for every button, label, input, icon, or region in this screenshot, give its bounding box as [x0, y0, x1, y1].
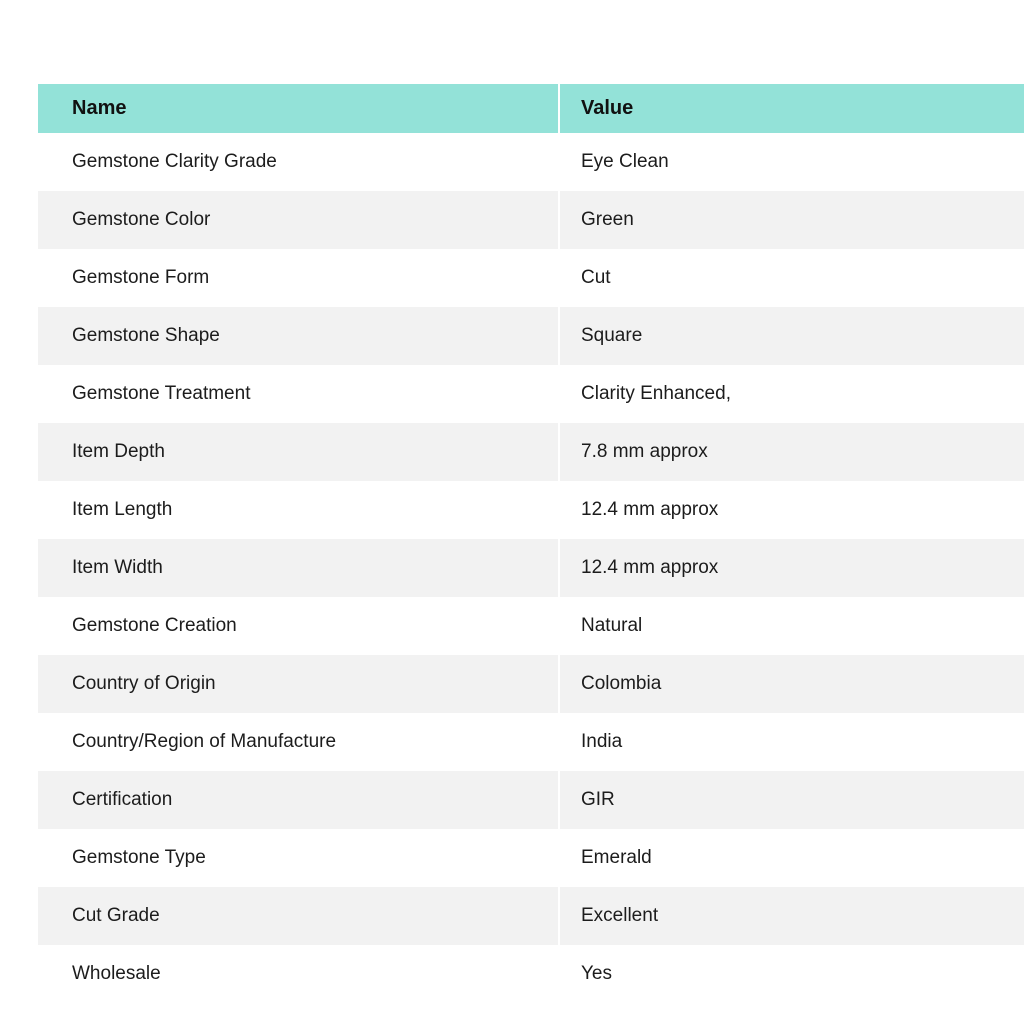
- spec-name-cell: Gemstone Clarity Grade: [38, 133, 559, 191]
- spec-value-cell: Clarity Enhanced,: [559, 365, 1024, 423]
- spec-name-cell: Gemstone Shape: [38, 307, 559, 365]
- spec-name-cell: Item Width: [38, 539, 559, 597]
- table-header: [38, 84, 1024, 133]
- spec-name-cell: Country/Region of Manufacture: [38, 713, 559, 771]
- table-row: [38, 307, 1024, 365]
- table-body: [38, 133, 1024, 1003]
- spec-value-cell: Natural: [559, 597, 1024, 655]
- spec-name-cell: Cut Grade: [38, 887, 559, 945]
- spec-name-cell: Gemstone Color: [38, 191, 559, 249]
- spec-value-cell: Yes: [559, 945, 1024, 1003]
- table-row: [38, 945, 1024, 1003]
- spec-name-cell: Gemstone Treatment: [38, 365, 559, 423]
- spec-name-cell: Country of Origin: [38, 655, 559, 713]
- spec-name-cell: Gemstone Type: [38, 829, 559, 887]
- spec-name-cell: Gemstone Creation: [38, 597, 559, 655]
- table-row: [38, 249, 1024, 307]
- spec-value-cell: Cut: [559, 249, 1024, 307]
- table-row: [38, 887, 1024, 945]
- header-row: [38, 84, 1024, 133]
- spec-name-cell: Wholesale: [38, 945, 559, 1003]
- spec-value-cell: Eye Clean: [559, 133, 1024, 191]
- table-row: [38, 423, 1024, 481]
- column-header-value: Value: [559, 84, 1024, 133]
- spec-value-cell: Excellent: [559, 887, 1024, 945]
- spec-value-cell: Emerald: [559, 829, 1024, 887]
- spec-value-cell: Square: [559, 307, 1024, 365]
- spec-value-cell: India: [559, 713, 1024, 771]
- table-row: [38, 713, 1024, 771]
- spec-value-cell: 12.4 mm approx: [559, 481, 1024, 539]
- spec-name-cell: Gemstone Form: [38, 249, 559, 307]
- table-row: [38, 133, 1024, 191]
- table-row: [38, 365, 1024, 423]
- table-row: [38, 597, 1024, 655]
- spec-name-cell: Certification: [38, 771, 559, 829]
- item-specifics-table: [38, 84, 1024, 1003]
- spec-value-cell: 7.8 mm approx: [559, 423, 1024, 481]
- table-row: [38, 655, 1024, 713]
- table-row: [38, 829, 1024, 887]
- spec-value-cell: 12.4 mm approx: [559, 539, 1024, 597]
- spec-value-cell: GIR: [559, 771, 1024, 829]
- column-header-name: Name: [38, 84, 559, 133]
- table-row: [38, 191, 1024, 249]
- table-row: [38, 481, 1024, 539]
- spec-value-cell: Colombia: [559, 655, 1024, 713]
- table-row: [38, 771, 1024, 829]
- spec-name-cell: Item Length: [38, 481, 559, 539]
- spec-value-cell: Green: [559, 191, 1024, 249]
- table-row: [38, 539, 1024, 597]
- spec-name-cell: Item Depth: [38, 423, 559, 481]
